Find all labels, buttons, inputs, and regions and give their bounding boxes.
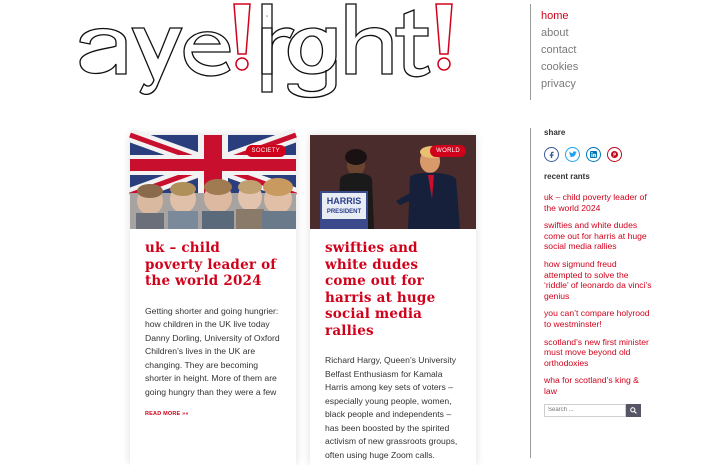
recent-rant-link[interactable]: uk – child poverty leader of the world 2024 [544,192,654,213]
sign-text-harris: HARRIS [327,196,362,206]
recent-rants-heading: recent rants [544,172,654,181]
nav-item-privacy[interactable]: privacy [541,77,578,94]
nav-item-about[interactable]: about [541,26,578,43]
search-input[interactable] [544,404,626,417]
nav-divider [530,4,531,100]
post-excerpt: Richard Hargy, Queen’s University Belfast Enthusiasm for Kamala Harris among key sets of voters – especially young people, women, black people and independents – has been boosted by the spirited activism of new grassroots groups, often using huge Zoom calls. [325,354,461,462]
pinterest-icon [611,151,618,158]
post-title[interactable]: swifties and white dudes come out for harris at huge social media rallies [325,240,461,339]
post-card [310,135,476,465]
search-icon [630,407,637,414]
post-card [130,135,296,465]
recent-rant-link[interactable]: how sigmund freud attempted to solve the ‘riddle’ of leonardo da vinci’s genius [544,259,654,301]
pinterest-share-button[interactable] [607,147,622,162]
twitter-icon [569,151,577,158]
search-form [544,404,641,417]
linkedin-share-button[interactable] [586,147,601,162]
linkedin-icon [590,151,597,158]
category-badge[interactable]: SOCIETY [246,145,286,157]
post-title[interactable]: uk – child poverty leader of the world 2024 [145,240,281,290]
recent-rant-link[interactable]: swifties and white dudes come out for harris at huge social media rallies [544,220,654,252]
category-badge[interactable]: WORLD [430,145,466,157]
sign-text-president: PRESIDENT [327,209,362,215]
sidebar [544,128,654,417]
nav-item-home[interactable]: home [541,9,578,26]
facebook-share-button[interactable] [544,147,559,162]
facebook-icon [548,151,555,158]
search-button[interactable] [626,404,641,417]
share-buttons [544,147,654,162]
recent-rant-link[interactable]: wha for scotland’s king & law [544,375,654,396]
sidebar-divider [530,128,531,458]
post-excerpt: Getting shorter and going hungrier: how children in the UK live today Danny Dorling, University of Oxford Children’s lives in the UK are changing. They are becoming shorter in height. More of them are going hungry than they were a few [145,305,281,400]
site-logo[interactable] [74,0,484,102]
recent-rant-link[interactable]: scotland’s new first minister must move beyond old orthodoxies [544,337,654,369]
nav-item-contact[interactable]: contact [541,43,578,60]
recent-rants-list [544,192,654,397]
recent-rant-link[interactable]: you can’t compare holyrood to westminster! [544,308,654,329]
read-more-link[interactable]: READ MORE »» [145,411,281,417]
post-image-harris-rally[interactable] [310,135,476,229]
twitter-share-button[interactable] [565,147,580,162]
main-nav [541,9,578,94]
nav-item-cookies[interactable]: cookies [541,60,578,77]
post-image-children-flag[interactable] [130,135,296,229]
share-heading: share [544,128,654,137]
